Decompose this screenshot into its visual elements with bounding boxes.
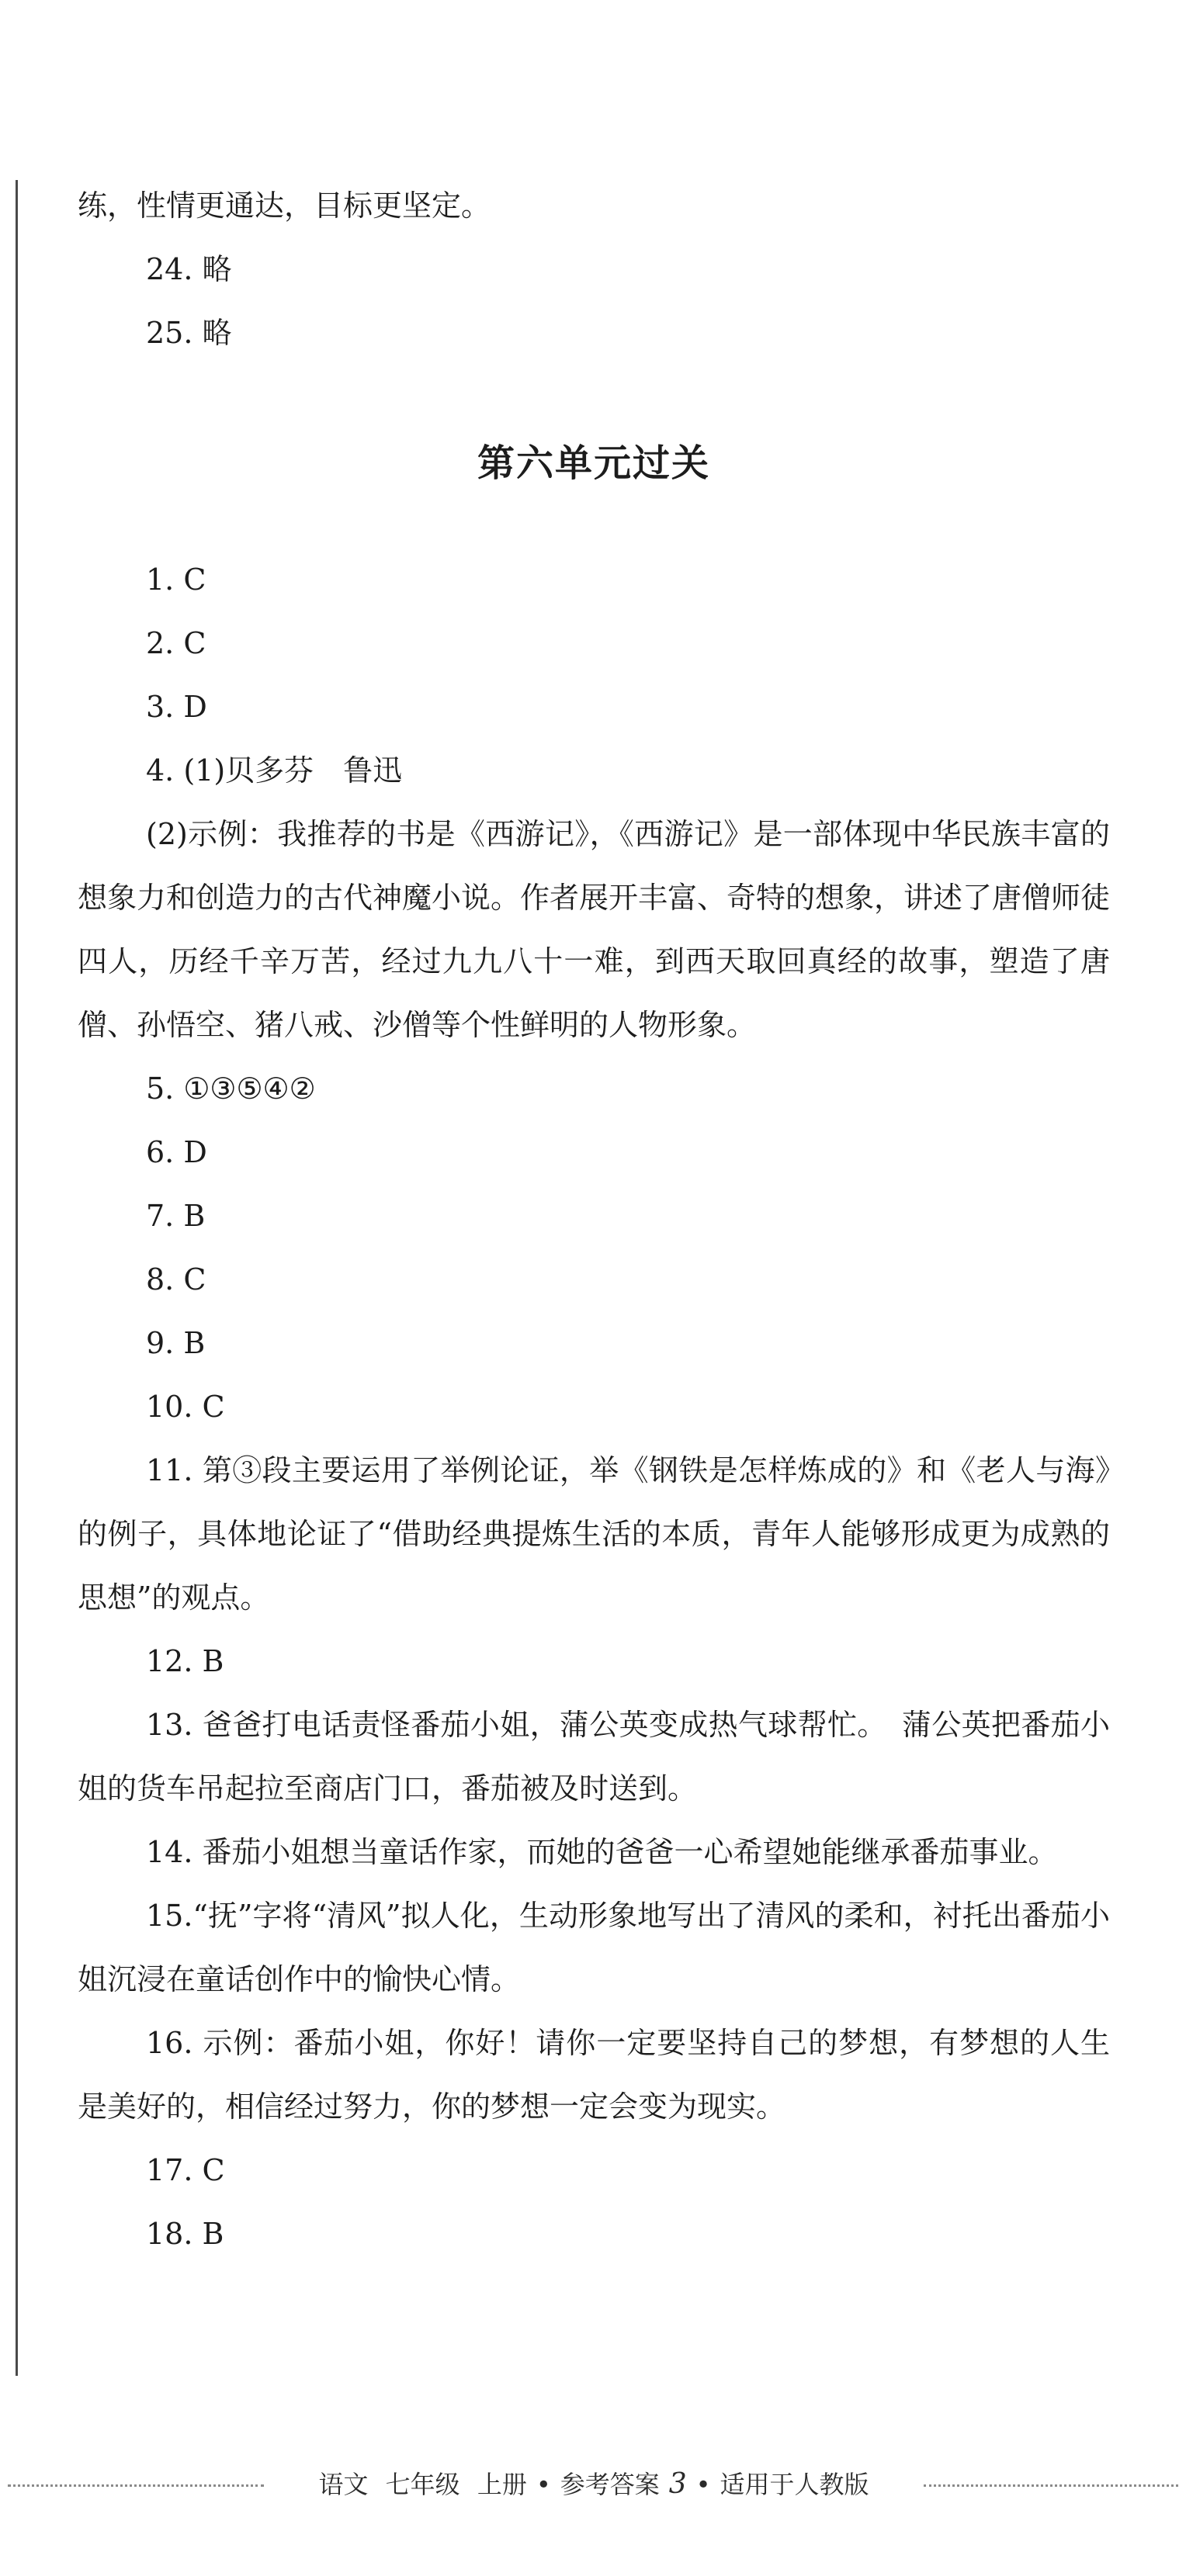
answer-11: 11. 第③段主要运用了举例论证，举《钢铁是怎样炼成的》和《老人与海》的例子，具体地论证了“借助经典提炼生活的本质，青年人能够形成更为成熟的思想”的观点。 (78, 1453, 1110, 1615)
answer-12: 12. B (146, 1644, 224, 1678)
answer-1: 1. C (146, 563, 206, 597)
answer-10: 10. C (146, 1390, 225, 1424)
footer-dotted-rule-left (8, 2484, 264, 2487)
footer-separator-1: • (536, 2470, 551, 2499)
footer-caption (279, 2466, 908, 2503)
footer-answer-label: 参考答案 (560, 2470, 660, 2499)
answer-3: 3. D (146, 690, 207, 724)
answer-14: 14. 番茄小姐想当童话作家，而她的爸爸一心希望她能继承番茄事业。 (146, 1835, 1058, 1869)
footer-edition: 适用于人教版 (720, 2470, 869, 2499)
footer-dotted-rule-right (924, 2484, 1178, 2487)
footer-page-number: 3 (668, 2468, 687, 2500)
answer-18: 18. B (146, 2217, 224, 2251)
answer-content (78, 174, 1110, 2266)
footer-subject: 语文 (318, 2470, 369, 2499)
answer-13: 13. 爸爸打电话责怪番茄小姐，蒲公英变成热气球帮忙。 蒲公英把番茄小姐的货车吊起拉至商店门口，番茄被及时送到。 (78, 1708, 1110, 1806)
answer-2: 2. C (146, 626, 206, 660)
answer-4-part2: (2)示例：我推荐的书是《西游记》，《西游记》是一部体现中华民族丰富的想象力和创造力的古代神魔小说。作者展开丰富、奇特的想象，讲述了唐僧师徒四人，历经千辛万苦，经过九九八十一难，到西天取回真经的故事，塑造了唐僧、孙悟空、猪八戒、沙僧等个性鲜明的人物形象。 (78, 817, 1111, 1042)
answer-15: 15.“抚”字将“清风”拟人化，生动形象地写出了清风的柔和，衬托出番茄小姐沉浸在童话创作中的愉快心情。 (78, 1899, 1110, 1996)
answer-7: 7. B (146, 1199, 206, 1233)
footer-volume: 上册 (477, 2470, 527, 2499)
page-footer (0, 2461, 1186, 2508)
answer-17: 17. C (146, 2153, 225, 2187)
footer-separator-2: • (695, 2470, 711, 2499)
footer-grade: 七年级 (385, 2470, 460, 2499)
answer-9: 9. B (146, 1326, 206, 1360)
section-title: 第六单元过关 (477, 441, 710, 485)
answer-24: 24. 略 (146, 252, 232, 286)
answer-25: 25. 略 (146, 316, 232, 350)
answer-6: 6. D (146, 1135, 207, 1169)
prev-continuation: 练，性情更通达，目标更坚定。 (78, 189, 491, 223)
answer-4-part1: 4. (1)贝多芬 鲁迅 (146, 753, 403, 788)
left-margin-line (16, 180, 18, 2376)
answer-5: 5. ①③⑤④② (146, 1072, 316, 1106)
answer-16: 16. 示例：番茄小姐，你好！请你一定要坚持自己的梦想，有梦想的人生是美好的，相信经过努力，你的梦想一定会变为现实。 (78, 2026, 1110, 2124)
answer-8: 8. C (146, 1262, 206, 1297)
